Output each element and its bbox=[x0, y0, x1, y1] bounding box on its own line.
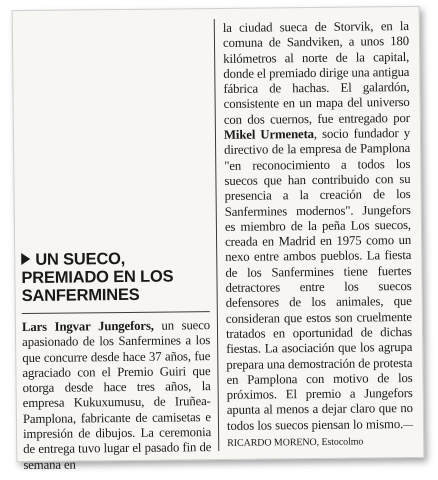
newspaper-clipping bbox=[12, 6, 425, 472]
left-column-text bbox=[22, 318, 212, 473]
headline-text: UN SUECO, PREMIADO EN LOS SANFERMINES bbox=[21, 249, 174, 306]
lead-name: Lars Ingvar Jungefors, bbox=[21, 318, 154, 335]
byline: — RICARDO MORENO, Estocolmo bbox=[227, 419, 414, 449]
right-column bbox=[223, 19, 413, 451]
column-divider bbox=[214, 19, 220, 451]
right-body-text-2: , socio fundador y directivo de la empresa de Pamplona "en reconocimiento a todos los suecos que han contribuido con su presencia a la creación de los Sanfermines modernos". Jungefors es miembro de la peña Los suecos, creada en Madrid en 1975 como un nexo entre ambos pueblos. La fiesta de los Sanfermines tiene fuertes detractores entre los suecos defensores de los animales, que consideran que estos son cruelmente tratados en oportunidad de dichas fiestas. La asociación que los agrupa prepara una demostración de protesta en Pamplona con motivo de los próximos. El premio a Jungefors apunta al menos a dejar claro que no todos los suecos piensan lo mismo. bbox=[224, 126, 413, 433]
right-body-text-1: la ciudad sueca de Storvik, en la comuna de Sandviken, a unos 180 kilómetros al norte de la capital, donde el premiado dirige una antigua fábrica de hachas. El galardón, consistente en un mapa del universo con dos cuernos, fue entregado por bbox=[222, 18, 410, 127]
headline-divider bbox=[22, 311, 210, 314]
article-headline bbox=[21, 249, 210, 305]
right-column-text bbox=[223, 19, 413, 451]
mention-name: Mikel Urmeneta bbox=[223, 127, 314, 143]
left-column bbox=[19, 21, 212, 473]
triangle-bullet-icon bbox=[21, 253, 30, 265]
left-body-text: un sueco apasionado de los Sanfermines a los que concurre desde hace 37 años, fue agraciado con el Premio Guiri que otorga desde hace tres años, la empresa Kukuxumusu, de Iruñea-Pamplona, fabricante de camisetas e impresión de dibujos. La ceremonia de entrega tuvo lugar el pasado fin de semana en bbox=[22, 318, 212, 472]
